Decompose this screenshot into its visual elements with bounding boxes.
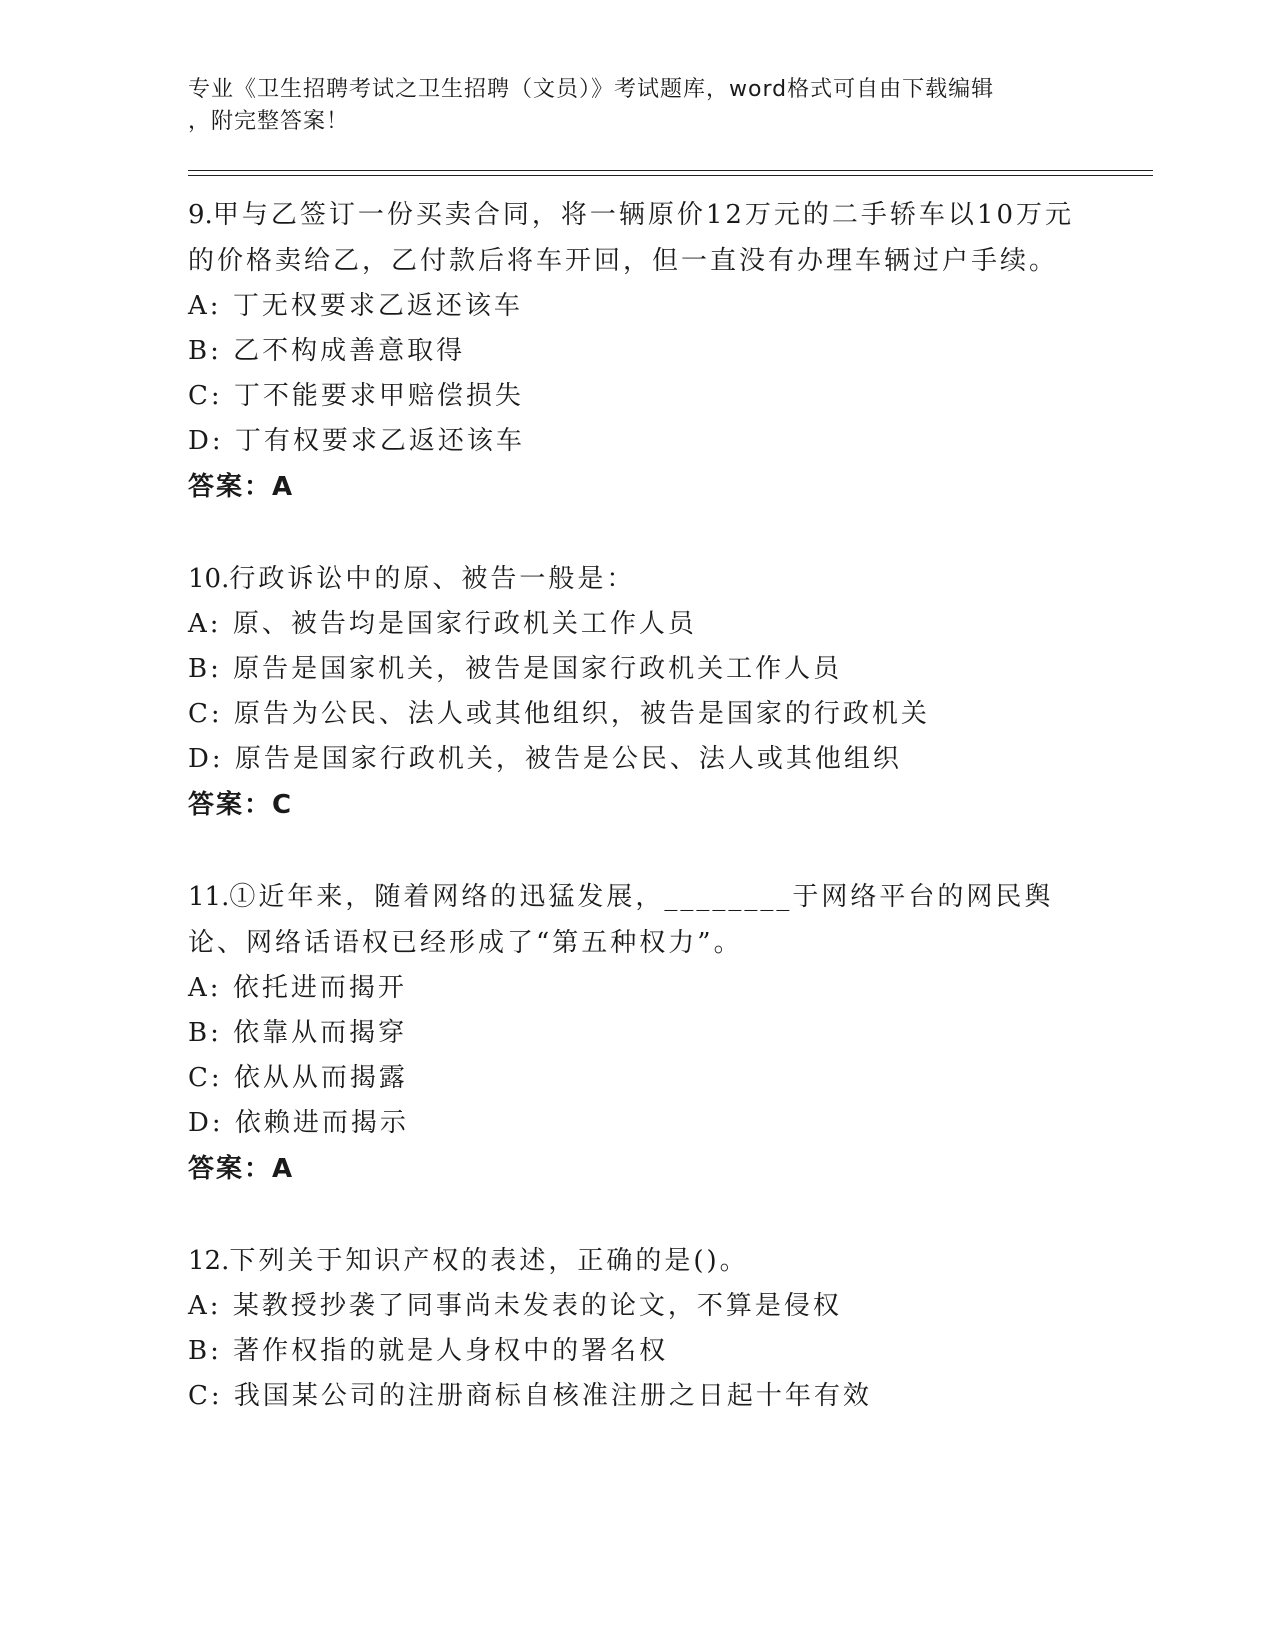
option-text: 依赖进而揭示 [234, 1108, 409, 1138]
option-text: 我国某公司的注册商标自核准注册之日起十年有效 [233, 1381, 872, 1411]
option-text: 依托进而揭开 [232, 973, 407, 1003]
question-number: 10. [188, 564, 230, 594]
option-a [188, 1284, 1088, 1329]
question-12 [188, 1238, 1088, 1419]
option-a [188, 966, 1088, 1011]
option-letter: B: [188, 1336, 222, 1366]
option-text: 某教授抄袭了同事尚未发表的论文，不算是侵权 [232, 1291, 842, 1321]
answer: 答案：A [188, 472, 295, 502]
option-text: 原告是国家机关，被告是国家行政机关工作人员 [233, 654, 843, 684]
option-b [188, 329, 1088, 374]
option-d [188, 1101, 1088, 1146]
option-text: 原告为公民、法人或其他组织，被告是国家的行政机关 [233, 699, 930, 729]
question-number: 9. [188, 200, 213, 230]
option-d [188, 737, 1088, 782]
question-9 [188, 192, 1088, 510]
option-b [188, 1329, 1088, 1374]
question-stem: 甲与乙签订一份买卖合同，将一辆原价12万元的二手轿车以10万元的价格卖给乙，乙付款后将车开回，但一直没有办理车辆过户手续。 [188, 200, 1074, 276]
option-letter: D: [188, 1108, 224, 1138]
question-text [188, 192, 1088, 284]
header-divider-bottom [188, 175, 1153, 176]
option-text: 丁无权要求乙返还该车 [232, 291, 523, 321]
option-text: 依靠从而揭穿 [233, 1018, 408, 1048]
header-divider-top [188, 170, 1153, 171]
option-a [188, 602, 1088, 647]
question-stem: ①近年来，随着网络的迅猛发展，________于网络平台的网民舆论、网络话语权已经形成了“第五种权力”。 [188, 882, 1054, 958]
question-text [188, 1238, 1088, 1284]
option-text: 丁有权要求乙返还该车 [234, 426, 525, 456]
question-text [188, 556, 1088, 602]
option-c [188, 1056, 1088, 1101]
option-a [188, 284, 1088, 329]
answer: 答案：A [188, 1154, 295, 1184]
option-b [188, 647, 1088, 692]
option-c [188, 692, 1088, 737]
question-stem: 下列关于知识产权的表述，正确的是()。 [229, 1246, 749, 1276]
question-number: 11. [188, 882, 230, 912]
question-list [188, 192, 1088, 1465]
option-text: 依从从而揭露 [233, 1063, 408, 1093]
option-letter: C: [188, 1381, 223, 1411]
option-b [188, 1011, 1088, 1056]
option-c [188, 374, 1088, 419]
question-10 [188, 556, 1088, 828]
option-letter: A: [188, 1291, 222, 1321]
option-text: 乙不构成善意取得 [233, 336, 466, 366]
document-header [188, 74, 1068, 138]
answer: 答案：C [188, 790, 294, 820]
header-line-2: ，附完整答案！ [188, 109, 350, 134]
option-letter: C: [188, 1063, 223, 1093]
option-text: 原、被告均是国家行政机关工作人员 [232, 609, 697, 639]
option-letter: C: [188, 699, 223, 729]
option-c [188, 1374, 1088, 1419]
option-text: 原告是国家行政机关，被告是公民、法人或其他组织 [234, 744, 902, 774]
option-letter: B: [188, 654, 222, 684]
option-letter: C: [188, 381, 223, 411]
option-letter: A: [188, 609, 222, 639]
option-letter: B: [188, 1018, 222, 1048]
option-text: 著作权指的就是人身权中的署名权 [233, 1336, 669, 1366]
question-text [188, 874, 1088, 966]
option-letter: B: [188, 336, 222, 366]
header-line-1: 专业《卫生招聘考试之卫生招聘（文员）》考试题库，word格式可自由下载编辑 [188, 77, 995, 102]
question-number: 12. [188, 1246, 230, 1276]
option-letter: A: [188, 291, 222, 321]
option-letter: D: [188, 744, 224, 774]
question-11 [188, 874, 1088, 1192]
option-letter: D: [188, 426, 224, 456]
option-letter: A: [188, 973, 222, 1003]
question-stem: 行政诉讼中的原、被告一般是： [229, 564, 636, 594]
option-d [188, 419, 1088, 464]
option-text: 丁不能要求甲赔偿损失 [233, 381, 524, 411]
